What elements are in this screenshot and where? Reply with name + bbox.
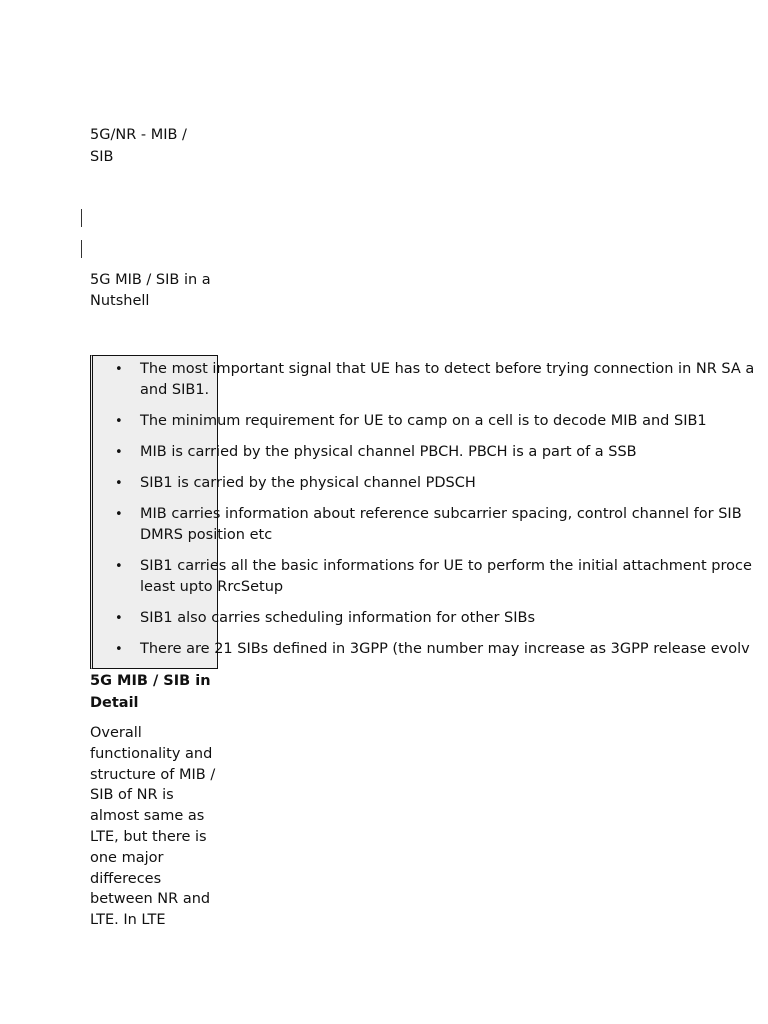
bullet-icon: • [115,559,123,574]
text-cursor-mark [81,209,82,227]
bullet-line: SIB1 also carries scheduling information for other SIBs [140,610,536,626]
bullet-line: The most important signal that UE has to detect before trying connection in NR SA a [140,361,755,377]
bullet-icon: • [115,362,123,377]
bullet-line: DMRS position etc [140,527,273,543]
bullet-icon: • [115,476,123,491]
bullet-icon: • [115,414,123,429]
detail-paragraph: Overall functionality and structure of MIB / SIB of NR is almost same as LTE, but there is one major differeces between NR and LTE. In LTE [90,725,216,929]
bullet-icon: • [115,611,123,626]
text-cursor-mark [81,240,82,258]
detail-heading: 5G MIB / SIB in Detail [90,673,211,711]
bullet-line: and SIB1. [140,382,210,398]
bullet-icon: • [115,642,123,657]
bullet-line: SIB1 carries all the basic informations for UE to perform the initial attachment proce [140,558,752,574]
bullet-line: MIB carries information about reference subcarrier spacing, control channel for SIB [140,506,742,522]
bullet-line: There are 21 SIBs defined in 3GPP (the number may increase as 3GPP release evolv [140,641,750,657]
nutshell-heading: 5G MIB / SIB in a Nutshell [90,272,211,309]
bullet-line: SIB1 is carried by the physical channel PDSCH [140,475,476,491]
bullet-line: The minimum requirement for UE to camp on a cell is to decode MIB and SIB1 [140,413,707,429]
bullet-line: least upto RrcSetup [140,579,284,595]
bullet-icon: • [115,507,123,522]
page-title: 5G/NR - MIB / SIB [90,127,187,165]
summary-box [90,355,755,669]
bullet-icon: • [115,445,123,460]
bullet-line: MIB is carried by the physical channel PBCH. PBCH is a part of a SSB [140,444,637,460]
